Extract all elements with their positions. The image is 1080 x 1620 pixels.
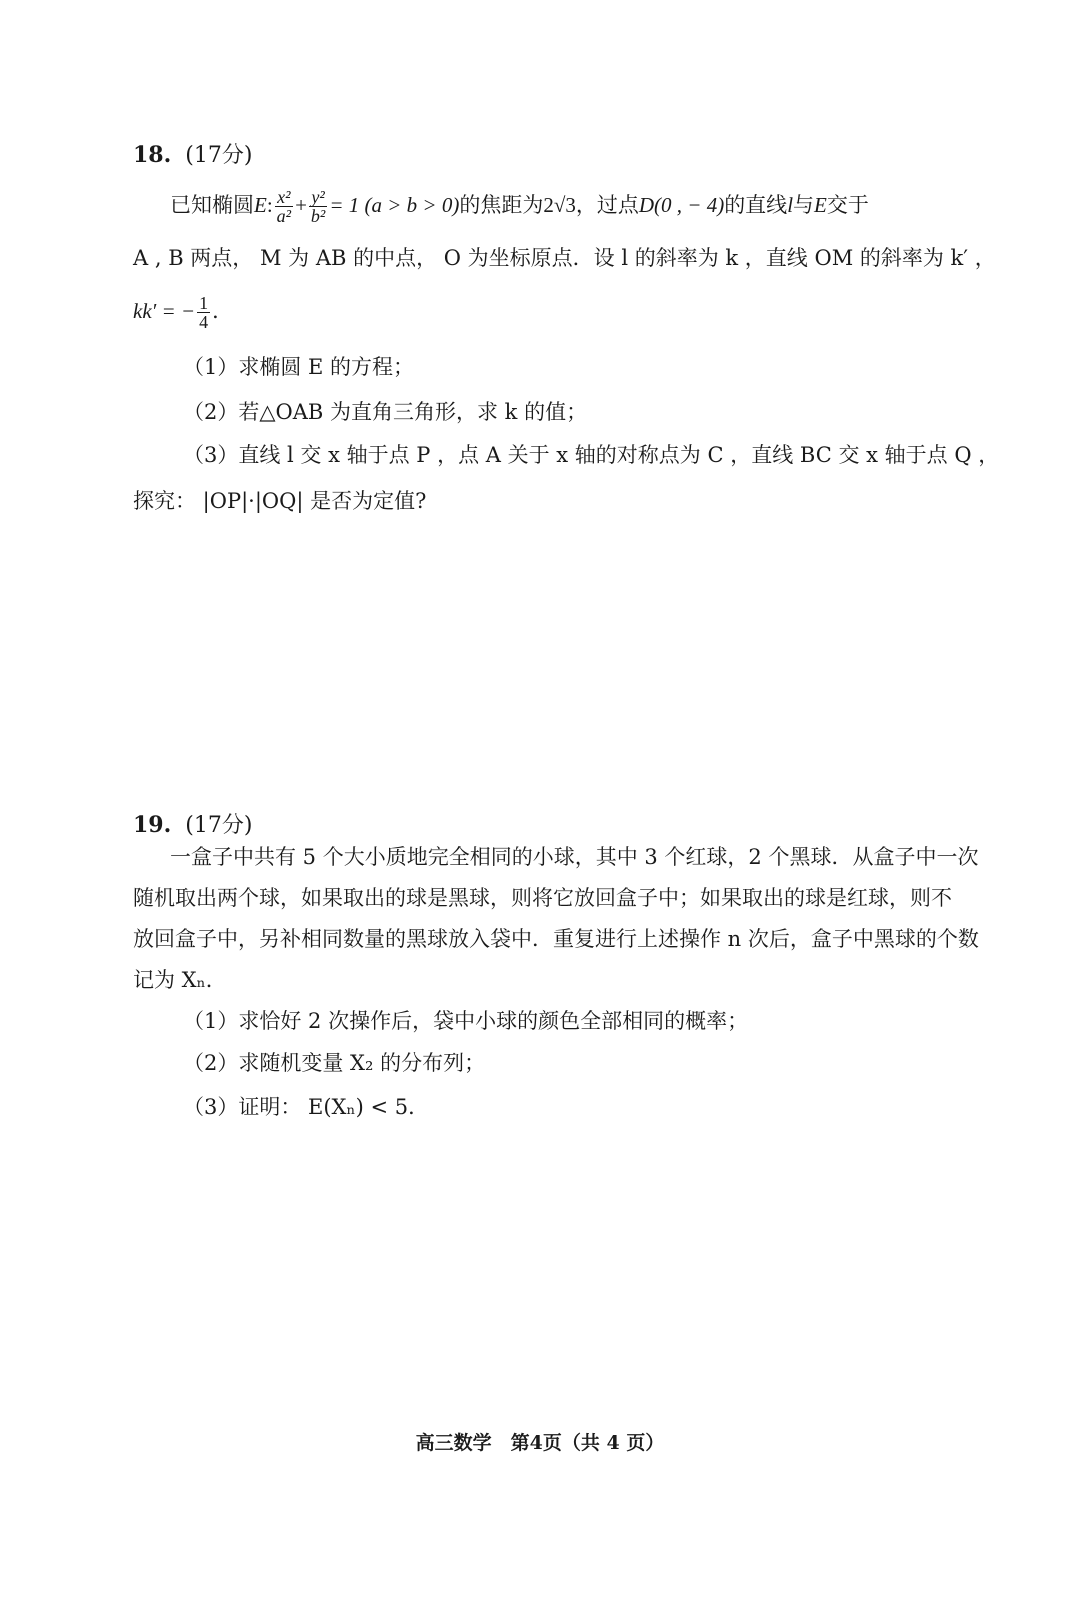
q19-points: (17分) xyxy=(185,813,253,838)
q19-line3: 放回盒子中，另补相同数量的黑球放入袋中．重复进行上述操作 n 次后，盒子中黑球的个数 xyxy=(133,927,979,951)
q19-number: 19. xyxy=(133,812,172,838)
q18-number: 18. xyxy=(133,142,172,168)
q18-intro-line: 已知椭圆E: $\frac{\text{x²}}{\text{a²}}$ + $\frac{\text{y²}}{\text{b²}}$ = 1 (a > b > 0)的焦距为2√3，过点D(0 , − 4)的直线l与E交于 xyxy=(170,187,869,226)
q18-intro-mid2: ，过点 xyxy=(575,193,639,217)
q18-intro-lead: 已知椭圆 xyxy=(170,193,254,217)
q18-ellipse-name-2: E xyxy=(814,193,827,217)
q19-line4: 记为 Xₙ． xyxy=(133,968,227,992)
q18-intro-mid5: 交于 xyxy=(826,193,869,217)
q19-part2: （2）求随机变量 X₂ 的分布列； xyxy=(183,1051,486,1075)
q18-line-l: l xyxy=(787,193,794,217)
q18-header xyxy=(133,138,252,169)
q18-focal: 2√3 xyxy=(543,193,576,217)
q19-line2: 随机取出两个球，如果取出的球是黑球，则将它放回盒子中；如果取出的球是红球，则不 xyxy=(133,886,952,910)
q18-part3: （3）直线 l 交 x 轴于点 P ，点 A 关于 x 轴的对称点为 C ，直线 BC 交 x 轴于点 Q ， xyxy=(183,443,1000,467)
page-footer: 高三数学 第4页（共 4 页） xyxy=(415,1432,665,1454)
q18-ellipse-name: E xyxy=(254,193,267,217)
q18-kk-line xyxy=(133,294,233,331)
q18-kk-lhs: kk′ = − xyxy=(133,299,196,323)
q18-part1: （1）求椭圆 E 的方程； xyxy=(183,355,415,379)
q18-point-d: D(0 , − 4) xyxy=(638,193,725,217)
q18-points: (17分) xyxy=(185,143,253,168)
q18-part3b: 探究： |OP|·|OQ| 是否为定值? xyxy=(133,489,427,513)
q18-line2: A , B 两点， M 为 AB 的中点， O 为坐标原点．设 l 的斜率为 k ，直线 OM 的斜率为 k′ ， xyxy=(133,246,996,270)
q18-intro-mid1: 的焦距为 xyxy=(459,193,544,217)
q18-intro-mid4: 与 xyxy=(793,193,815,217)
q19-part1: （1）求恰好 2 次操作后，袋中小球的颜色全部相同的概率； xyxy=(183,1009,749,1033)
q18-kk-frac: $\frac{1}{4}$ xyxy=(199,293,209,332)
q18-part2: （2）若△OAB 为直角三角形，求 k 的值； xyxy=(183,400,588,424)
q18-eq-rest: = 1 (a > b > 0) xyxy=(329,193,460,217)
q19-header xyxy=(133,808,252,839)
q19-part3: （3）证明： E(Xₙ) < 5． xyxy=(183,1095,430,1119)
q18-frac-y: $\frac{\text{y²}}{\text{b²}}$ xyxy=(310,187,326,226)
q18-frac-x: $\frac{\text{x²}}{\text{a²}}$ xyxy=(276,187,292,226)
q18-intro-mid3: 的直线 xyxy=(724,193,788,217)
q18-kk-end: ． xyxy=(212,299,234,323)
q19-line1: 一盒子中共有 5 个大小质地完全相同的小球，其中 3 个红球，2 个黑球．从盒子中一次 xyxy=(170,845,979,869)
